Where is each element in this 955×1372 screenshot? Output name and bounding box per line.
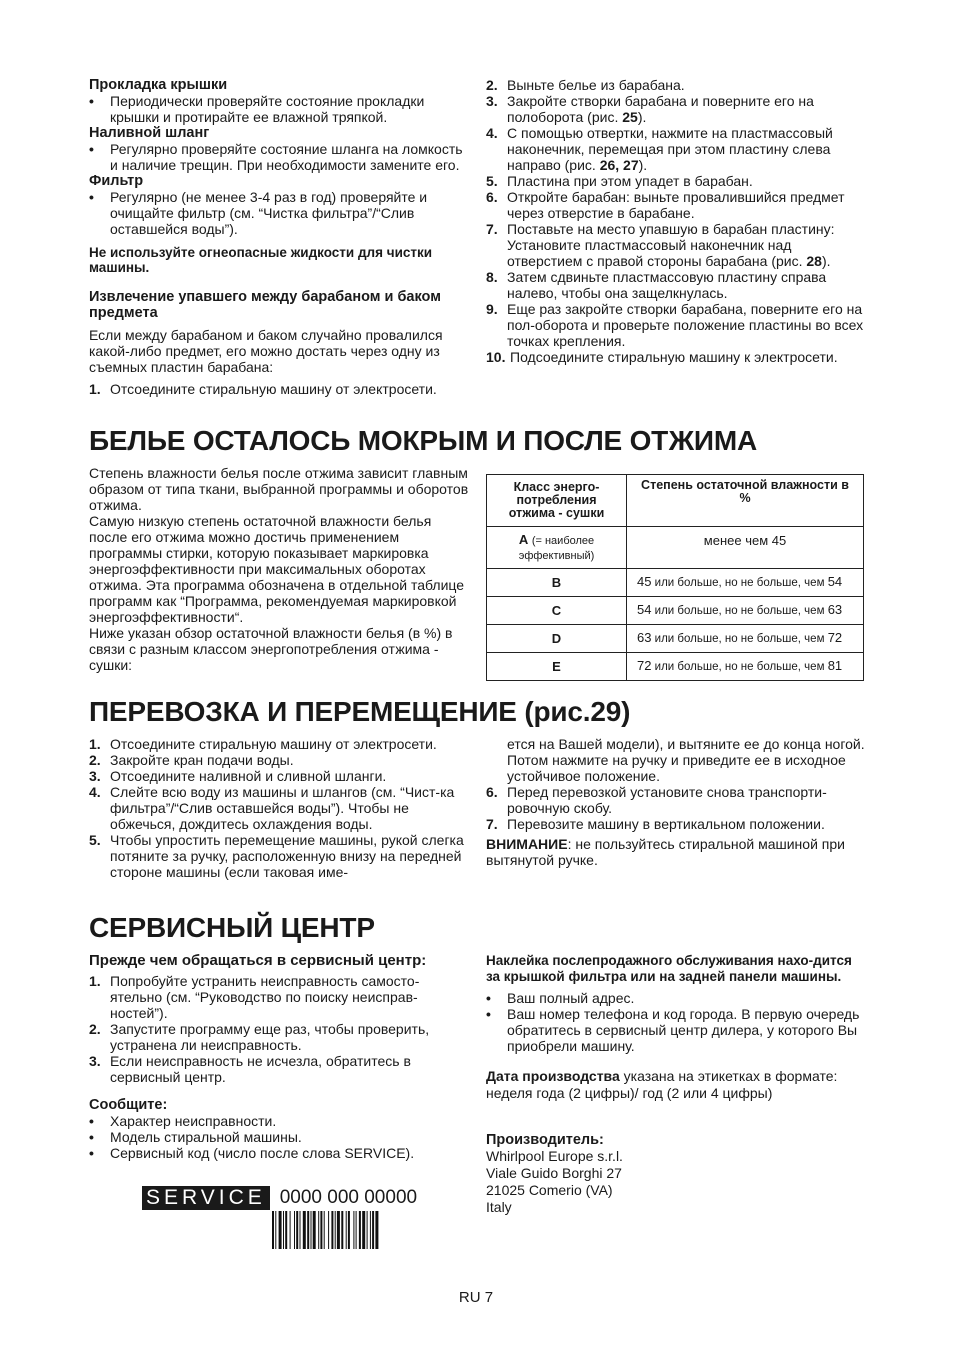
barcode-bar [375, 1211, 378, 1249]
transport-step-2 [89, 752, 469, 768]
moisture-cell [627, 527, 864, 569]
step-number: 9. [486, 301, 498, 317]
barcode-bar [348, 1211, 350, 1249]
step-text-end: ). [821, 253, 831, 269]
step-number: 8. [486, 269, 498, 285]
bullet: • [89, 1145, 94, 1161]
barcode-bar [328, 1211, 329, 1249]
before-step-1 [89, 973, 471, 1021]
transport-attention [486, 836, 866, 868]
moisture-from: 63 [637, 630, 652, 645]
service-word-badge: SERVICE [142, 1186, 270, 1210]
gasket-text: Периодически проверяйте состояние прокладки крышки и протирайте ее влажной тряпкой. [110, 93, 425, 125]
bullet-text: Модель стиральной машины. [110, 1129, 302, 1145]
manufacturer-title: Производитель: [486, 1132, 604, 1148]
barcode-bar [294, 1211, 295, 1249]
transport-step-3 [89, 768, 469, 784]
step-number: 2. [89, 752, 101, 768]
table-row [487, 527, 864, 569]
barcode-bar [300, 1211, 301, 1249]
extract-step-10 [486, 349, 866, 365]
step-number: 6. [486, 784, 498, 800]
table-row [487, 569, 864, 597]
moisture-to: 63 [827, 602, 843, 617]
barcode-bar [290, 1211, 291, 1249]
wet-laundry-text: Степень влажности белья после отжима зависит главным образом от типа ткани, выбранной программы и оборотов отжима. Самую низкую степень остаточной влажности белья после его отжима можно достичь применением программы стирки, которую показывает маркировка энергоэффективности при максимальных оборотах отжима. Эта программа обозначена в отдельной таблице программ как “Программа, рекомендуемая маркировкой энергоэффективности“. Ниже указан обзор остаточной влажности белья (в %) в связи с разным классом энергопотребления отжима - сушки: [89, 465, 469, 673]
before-step-2 [89, 1021, 471, 1053]
barcode-bar [275, 1211, 276, 1249]
class-letter: C [551, 602, 562, 618]
barcode-bar [296, 1211, 298, 1249]
transport-step-4 [89, 784, 469, 832]
transport-step-6 [486, 784, 866, 816]
hose-title: Наливной шланг [89, 125, 210, 141]
sticker-item [486, 1006, 866, 1054]
table-row [487, 625, 864, 653]
extract-title: Извлечение упавшего между барабаном и баком предмета [89, 289, 441, 321]
extract-step-5 [486, 173, 866, 189]
step-text: Закройте створки барабана и поверните его на полоборота (рис. [507, 93, 814, 125]
service-code: 0000 000 00000 [279, 1187, 418, 1208]
step-text: Затем сдвиньте пластмассовую пластину справа налево, чтобы она защелкнулась. [507, 269, 827, 301]
step-text-end: ). [637, 109, 647, 125]
moisture-table-col-class: Класс энерго-потребления отжима - сушки [487, 475, 627, 527]
report-title: Сообщите: [89, 1097, 168, 1113]
class-letter: D [551, 630, 562, 646]
barcode-bar [272, 1211, 274, 1249]
transport-step-5 [89, 832, 469, 880]
transport-step-7 [486, 816, 866, 832]
before-step-3 [89, 1053, 471, 1085]
step-number: 3. [486, 93, 498, 109]
transport-right-column [486, 736, 866, 868]
step-number: 7. [486, 221, 498, 237]
bullet-text: Сервисный код (число после слова SERVICE). [110, 1145, 415, 1161]
barcode-bar [331, 1211, 333, 1249]
moisture-from: 54 [637, 602, 652, 617]
moisture-cell [627, 653, 864, 681]
class-note: (= наиболее эффективный) [518, 534, 595, 562]
manufacturer-line: Italy [486, 1199, 512, 1215]
step-number: 4. [89, 784, 101, 800]
moisture-to: 54 [827, 574, 843, 589]
barcode-bar [362, 1211, 365, 1249]
service-barcode [272, 1211, 416, 1249]
attention-label: ВНИМАНИЕ [486, 836, 568, 852]
filter-title: Фильтр [89, 173, 144, 189]
extract-step-4 [486, 125, 866, 173]
step-text: Перевозите машину в вертикальном положении. [507, 816, 825, 832]
step-number: 3. [89, 768, 101, 784]
step-text: Откройте барабан: выньте провалившийся предмет через отверстие в барабане. [507, 189, 845, 221]
barcode-bar [359, 1211, 361, 1249]
manufacturer-line: 21025 Comerio (VA) [486, 1182, 613, 1198]
moisture-table-col-moisture: Степень остаточной влажности в % [627, 475, 864, 527]
step-text: Подсоедините стиральную машину к электросети. [510, 349, 838, 365]
extract-text: Если между барабаном и баком случайно провалился какой-либо предмет, его можно достать через одну из съемных пластин барабана: [89, 327, 443, 375]
step-number: 1. [89, 736, 101, 752]
step-text: Запустите программу еще раз, чтобы проверить, устранена ли неисправность. [110, 1021, 430, 1053]
service-right-column [486, 953, 866, 1216]
barcode-bar [303, 1211, 306, 1249]
flammable-warning: Не используйте огнеопасные жидкости для чистки машины. [89, 245, 433, 275]
extract-step-6 [486, 189, 866, 221]
step-text: Чтобы упростить перемещение машины, рукой слегка потяните за ручку, расположенную внизу на передней стороне машины (если таковая име- [110, 832, 464, 880]
step-text: Закройте кран подачи воды. [110, 752, 294, 768]
production-date-text: указана на этикетках в формате: неделя года (2 цифры)/ год (2 или 4 цифры) [486, 1068, 838, 1101]
wet-laundry-heading: БЕЛЬЕ ОСТАЛОСЬ МОКРЫМ И ПОСЛЕ ОТЖИМА [89, 425, 757, 456]
barcode-bar [313, 1211, 316, 1249]
table-row [487, 653, 864, 681]
step-number: 10. [486, 349, 506, 365]
class-cell [487, 527, 627, 569]
extract-step-1: 1. Отсоедините стиральную машину от электросети. [89, 381, 437, 397]
class-cell [487, 625, 627, 653]
gasket-item: • Периодически проверяйте состояние прокладки крышки и протирайте ее влажной тряпкой. [89, 93, 425, 125]
before-contact-title: Прежде чем обращаться в сервисный центр: [89, 952, 427, 969]
gasket-title: Прокладка крышки [89, 77, 228, 93]
barcode-bar [318, 1211, 319, 1249]
bullet: • [486, 1006, 491, 1022]
step-text: Отсоедините стиральную машину от электросети. [110, 736, 437, 752]
step-text-end: ). [638, 157, 648, 173]
transport-heading: ПЕРЕВОЗКА И ПЕРЕМЕЩЕНИЕ (рис.29) [89, 696, 631, 727]
step-number: 6. [486, 189, 498, 205]
barcode-bar [346, 1211, 347, 1249]
barcode-bar [279, 1211, 282, 1249]
transport-step-5-continued: ется на Вашей модели), и вытяните ее до конца ногой. Потом нажмите на ручку и приведите ее в исходное устойчивое положение. [507, 736, 865, 784]
moisture-table [486, 474, 864, 681]
step-number: 1. [89, 973, 101, 989]
barcode-bar [356, 1211, 357, 1249]
class-cell [487, 597, 627, 625]
step-text: Если неисправность не исчезла, обратитесь в сервисный центр. [110, 1053, 411, 1085]
moisture-range-text: или больше, но не больше, чем [651, 605, 828, 617]
barcode-bar [341, 1211, 343, 1249]
extract-step-2 [486, 77, 866, 93]
barcode-bar [367, 1211, 368, 1249]
moisture-cell [627, 569, 864, 597]
bullet: • [89, 1113, 94, 1129]
barcode-bar [335, 1211, 336, 1249]
bullet-text: Ваш полный адрес. [507, 990, 635, 1006]
report-item [89, 1129, 471, 1145]
moisture-from: 45 [637, 574, 652, 589]
step-number: 2. [486, 77, 498, 93]
barcode-bar [307, 1211, 309, 1249]
step-text: Слейте всю воду из машины и шлангов (см. “Чист-ка фильтра”/“Слив оставшейся воды”). Чтобы не обжечься, дождитесь охлаждения воды. [110, 784, 455, 832]
step-number: 7. [486, 816, 498, 832]
step-number: 5. [486, 173, 498, 189]
class-cell [487, 569, 627, 597]
transport-left-column [89, 736, 469, 880]
extract-step-8 [486, 269, 866, 301]
moisture-to: 72 [827, 630, 843, 645]
production-date [486, 1068, 866, 1102]
barcode-bar [370, 1211, 371, 1249]
barcode-bar [324, 1211, 325, 1249]
step-number: 4. [486, 125, 498, 141]
moisture-from: 72 [637, 658, 652, 673]
figure-ref: 26, 27 [599, 157, 639, 173]
step-text: Выньте белье из барабана. [507, 77, 685, 93]
manufacturer-line: Whirlpool Europe s.r.l. [486, 1148, 623, 1164]
barcode-bar [311, 1211, 312, 1249]
table-row [487, 597, 864, 625]
extract-step-9 [486, 301, 866, 349]
step-number: 5. [89, 832, 101, 848]
sticker-item [486, 990, 866, 1006]
bullet-text: Характер неисправности. [110, 1113, 277, 1129]
service-heading: СЕРВИСНЫЙ ЦЕНТР [89, 912, 375, 943]
figure-ref: 28 [806, 253, 822, 269]
attention-text: : не пользуйтесь стиральной машиной при вытянутой ручке. [486, 836, 845, 868]
extract-steps-column [486, 77, 866, 365]
filter-text: Регулярно (не менее 3-4 раз в год) проверяйте и очищайте фильтр (см. “Чистка фильтра”/“Слив оставшейся воды”). [110, 189, 428, 237]
moisture-range-text: или больше, но не больше, чем [651, 661, 828, 673]
extract-step-7 [486, 221, 866, 269]
barcode-bar [372, 1211, 374, 1249]
step-number: 2. [89, 1021, 101, 1037]
transport-step-1 [89, 736, 469, 752]
maintenance-left-column [89, 77, 469, 397]
barcode-bar [353, 1211, 354, 1249]
step-text: Поставьте на место упавшую в барабан пластину: Установите пластмассовый наконечник над отверстием с правой стороны барабана (рис. [507, 221, 835, 269]
step-text: С помощью отвертки, нажмите на пластмассовый наконечник, перемещая при этом пластину слева направо (рис. [507, 125, 833, 173]
moisture-cell [627, 625, 864, 653]
page-number: RU 7 [458, 1289, 494, 1306]
step-number: 3. [89, 1053, 101, 1069]
production-date-label: Дата производства [486, 1068, 620, 1084]
moisture-value: менее чем 45 [703, 533, 787, 548]
extract-step-1-text: Отсоедините стиральную машину от электросети. [110, 381, 437, 397]
manufacturer-line: Viale Guido Borghi 27 [486, 1165, 622, 1181]
moisture-cell [627, 597, 864, 625]
step-text: Попробуйте устранить неисправность самосто-ятельно (см. “Руководство по поиску неисправ-ностей”). [110, 973, 420, 1021]
step-text: Перед перевозкой установите снова транспорти-ровочную скобу. [507, 784, 827, 816]
barcode-bar [337, 1211, 340, 1249]
class-letter: B [551, 574, 562, 590]
moisture-to: 81 [827, 658, 843, 673]
sticker-text: Наклейка послепродажного обслуживания нахо-дится за крышкой фильтра или на задней панели машины. [486, 953, 852, 984]
extract-step-3 [486, 93, 866, 125]
service-left-column [89, 953, 471, 1161]
bullet: • [89, 1129, 94, 1145]
figure-ref: 25 [622, 109, 638, 125]
barcode-bar [285, 1211, 287, 1249]
step-text: Отсоедините наливной и сливной шланги. [110, 768, 387, 784]
bullet-text: Ваш номер телефона и код города. В первую очередь обратитесь в сервисный центр дилера, у которого Вы приобрели машину. [507, 1006, 860, 1054]
moisture-range-text: или больше, но не больше, чем [651, 577, 828, 589]
class-letter: A [518, 531, 529, 547]
step-text: Еще раз закройте створки барабана, поверните его на пол-оборота и проверьте положение пластины во всех точках крепления. [507, 301, 864, 349]
service-label [142, 1186, 442, 1210]
hose-item: • Регулярно проверяйте состояние шланга на ломкость и наличие трещин. При необходимости замените его. [89, 141, 463, 173]
class-cell [487, 653, 627, 681]
report-item [89, 1145, 471, 1161]
barcode-bar [283, 1211, 284, 1249]
moisture-range-text: или больше, но не больше, чем [651, 633, 828, 645]
hose-text: Регулярно проверяйте состояние шланга на ломкость и наличие трещин. При необходимости замените его. [110, 141, 463, 173]
report-item [89, 1113, 471, 1129]
bullet: • [486, 990, 491, 1006]
filter-item: • Регулярно (не менее 3-4 раз в год) проверяйте и очищайте фильтр (см. “Чистка фильтра”/“Слив оставшейся воды”). [89, 189, 428, 237]
barcode-bar [320, 1211, 322, 1249]
class-letter: E [552, 658, 561, 674]
step-text: Пластина при этом упадет в барабан. [507, 173, 753, 189]
